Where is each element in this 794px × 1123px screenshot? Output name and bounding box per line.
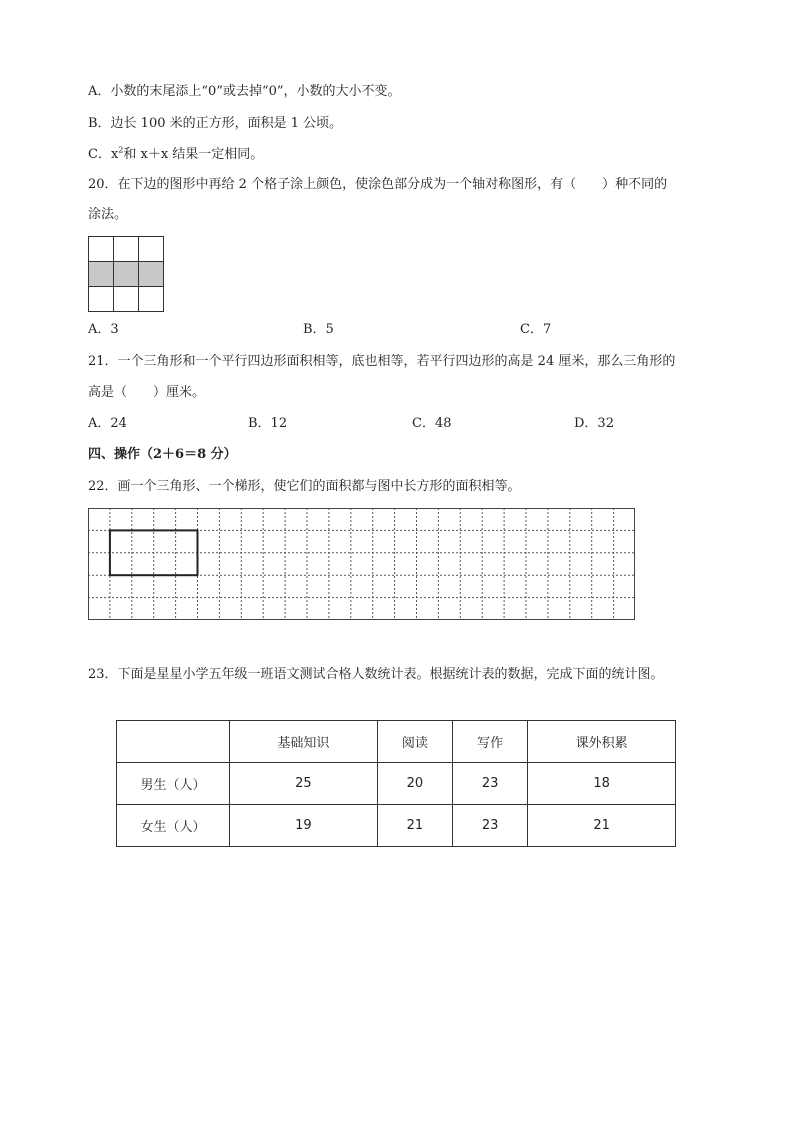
table-header-cell: 阅读	[377, 721, 452, 763]
table-row	[117, 763, 676, 805]
section-heading: 四、操作（2＋6＝8 分）	[88, 447, 237, 462]
table-cell: 19	[230, 805, 378, 847]
q22-text: 22．画一个三角形、一个梯形，使它们的面积都与图中长方形的面积相等。	[88, 479, 521, 494]
q19-option-b: B．边长 100 米的正方形，面积是 1 公顷。	[88, 116, 343, 131]
q21-text-line2: 高是（ ）厘米。	[88, 385, 206, 400]
q19-option-c	[88, 147, 263, 163]
q19-option-c-suffix: 和 x＋x 结果一定相同。	[123, 147, 264, 162]
q21-option-d: D．32	[574, 416, 614, 431]
table-row	[117, 805, 676, 847]
table-cell: 18	[528, 763, 676, 805]
table-header-row	[117, 721, 676, 763]
q21-text-line1: 21．一个三角形和一个平行四边形面积相等，底也相等，若平行四边形的高是 24 厘米，那么三角形的	[88, 354, 676, 369]
grid-cell-shaded	[114, 262, 139, 287]
q20-text-line2: 涂法。	[88, 207, 128, 222]
row-label: 男生（人）	[117, 763, 230, 805]
table-cell: 23	[452, 763, 527, 805]
q21-option-c: C．48	[412, 416, 452, 431]
q19-option-c-prefix: C．x	[88, 147, 119, 162]
table-header-cell	[117, 721, 230, 763]
q23-text: 23．下面是星星小学五年级一班语文测试合格人数统计表。根据统计表的数据，完成下面的统计图。	[88, 667, 664, 682]
table-header-cell: 课外积累	[528, 721, 676, 763]
grid-cell	[89, 287, 114, 312]
q19-option-c-sup: 2	[118, 145, 124, 155]
table-cell: 20	[377, 763, 452, 805]
q21-option-b: B．12	[248, 416, 288, 431]
q20-text-line1: 20．在下边的图形中再给 2 个格子涂上颜色，使涂色部分成为一个轴对称图形，有（ ）种不同的	[88, 177, 668, 192]
q20-grid	[88, 236, 164, 312]
table-header-cell: 基础知识	[230, 721, 378, 763]
stats-table	[116, 720, 676, 847]
table-cell: 21	[377, 805, 452, 847]
grid-cell	[89, 237, 114, 262]
q20-option-c: C．7	[520, 322, 552, 337]
table-cell: 21	[528, 805, 676, 847]
table-cell: 23	[452, 805, 527, 847]
grid-cell	[139, 237, 164, 262]
dotted-grid	[88, 508, 636, 621]
grid-cell-shaded	[89, 262, 114, 287]
grid-cell	[114, 237, 139, 262]
row-label: 女生（人）	[117, 805, 230, 847]
grid-cell	[114, 287, 139, 312]
grid-cell	[139, 287, 164, 312]
table-header-cell: 写作	[452, 721, 527, 763]
q20-option-b: B．5	[303, 322, 334, 337]
table-cell: 25	[230, 763, 378, 805]
q21-option-a: A．24	[88, 416, 127, 431]
q19-option-a: A．小数的末尾添上“0”或去掉“0”，小数的大小不变。	[88, 84, 401, 99]
q20-option-a: A．3	[88, 322, 119, 337]
grid-cell-shaded	[139, 262, 164, 287]
